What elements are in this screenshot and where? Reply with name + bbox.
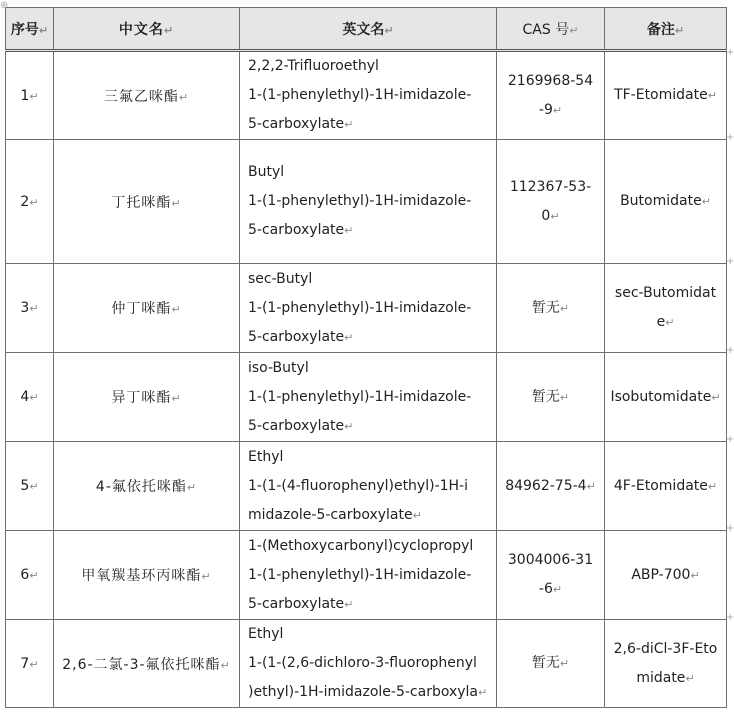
row-num: 5 — [20, 478, 30, 494]
cas-line: -9↵ — [538, 101, 563, 118]
row-end-mark-icon: + — [726, 612, 734, 623]
row-note-cell — [605, 442, 727, 531]
row-num: 6 — [20, 567, 30, 583]
en-name-line: 1-(1-phenylethyl)-1H-imidazole- — [248, 388, 472, 405]
row-zh-name-cell — [54, 353, 240, 442]
en-name-line: 5-carboxylate↵ — [248, 222, 354, 238]
row-num: 4 — [20, 389, 30, 405]
paragraph-mark-icon: ↵ — [344, 597, 354, 611]
paragraph-mark-icon: ↵ — [552, 583, 563, 596]
row-zh-name: 2,6-二氯-3-氟依托咪酯 — [62, 656, 221, 673]
row-num-cell — [6, 51, 54, 140]
row-cas-cell — [497, 51, 605, 140]
table-row — [6, 264, 727, 353]
header-num: 序号↵ — [6, 8, 54, 51]
table-row — [6, 620, 727, 708]
cas-line: -6↵ — [538, 581, 563, 597]
table-row — [6, 51, 727, 140]
note-line: TF-Etomidate↵ — [614, 87, 717, 103]
row-num-cell — [6, 531, 54, 620]
row-zh-name-cell — [54, 620, 240, 708]
note-line: midate↵ — [636, 669, 695, 686]
paragraph-mark-icon: ↵ — [29, 569, 39, 582]
row-zh-name: 甲氧羰基环丙咪酯 — [81, 568, 202, 584]
row-en-name-cell — [240, 51, 497, 140]
row-end-mark-icon: + — [726, 132, 734, 143]
en-name-line: iso-Butyl — [248, 359, 309, 376]
header-cas: CAS 号↵ — [497, 8, 605, 51]
cas-line: 暂无↵ — [531, 655, 570, 671]
row-zh-name: 异丁咪酯 — [111, 390, 172, 406]
row-num: 3 — [20, 300, 30, 316]
header-en: 英文名↵ — [240, 8, 497, 51]
paragraph-mark-icon: ↵ — [665, 316, 675, 329]
cas-line: 2169968-54 — [507, 72, 594, 89]
note-line: Butomidate↵ — [620, 193, 711, 209]
paragraph-mark-icon: ↵ — [701, 195, 711, 208]
paragraph-mark-icon: ↵ — [29, 195, 39, 209]
row-zh-name-cell — [54, 51, 240, 140]
row-cas-cell — [497, 140, 605, 264]
row-num: 1 — [20, 87, 30, 104]
row-en-name-cell — [240, 442, 497, 531]
row-zh-name: 4-氟依托咪酯 — [95, 479, 187, 495]
row-en-name-cell — [240, 264, 497, 353]
paragraph-mark-icon: ↵ — [201, 570, 212, 583]
row-end-mark-icon: + — [726, 256, 734, 267]
corner-mark-icon: ⊕ — [0, 0, 9, 11]
row-zh-name: 丁托咪酯 — [111, 194, 172, 211]
row-note-cell — [605, 620, 727, 708]
row-end-mark-icon: + — [726, 47, 734, 58]
en-name-line: 5-carboxylate↵ — [248, 595, 354, 612]
row-end-mark-icon: + — [726, 523, 734, 534]
paragraph-mark-icon: ↵ — [559, 390, 570, 404]
table-row — [6, 442, 727, 531]
en-name-line: 1-(1-phenylethyl)-1H-imidazole- — [248, 87, 472, 103]
row-en-name-cell — [240, 620, 497, 708]
row-note-cell — [605, 51, 727, 140]
row-end-mark-icon: + — [726, 345, 734, 356]
en-name-line: 2,2,2-Trifluoroethyl — [248, 58, 379, 74]
row-num-cell — [6, 140, 54, 264]
row-num: 2 — [20, 193, 30, 210]
table-row — [6, 531, 727, 620]
row-note-cell — [605, 264, 727, 353]
row-zh-name-cell — [54, 442, 240, 531]
row-note-cell — [605, 140, 727, 264]
paragraph-mark-icon: ↵ — [344, 419, 354, 433]
row-num-cell — [6, 353, 54, 442]
note-line: ABP-700↵ — [631, 566, 700, 583]
paragraph-mark-icon: ↵ — [171, 392, 182, 405]
paragraph-mark-icon: ↵ — [685, 671, 695, 685]
cas-line: 暂无↵ — [531, 299, 570, 316]
en-name-line: sec-Butyl — [248, 270, 313, 287]
paragraph-mark-icon: ↵ — [29, 391, 39, 404]
paragraph-mark-icon: ↵ — [559, 657, 570, 670]
paragraph-mark-icon: ↵ — [186, 481, 198, 494]
compound-table — [5, 7, 727, 708]
cas-line: 3004006-31 — [507, 552, 594, 568]
paragraph-mark-icon: ↵ — [559, 301, 570, 315]
header-note: 备注↵ — [605, 8, 727, 51]
en-name-line: 1-(1-phenylethyl)-1H-imidazole- — [248, 566, 472, 583]
row-zh-name-cell — [54, 264, 240, 353]
en-name-line: )ethyl)-1H-imidazole-5-carboxyla↵ — [248, 684, 488, 700]
row-en-name-cell — [240, 140, 497, 264]
cas-line: 112367-53- — [509, 178, 592, 195]
row-end-mark-icon: + — [726, 434, 734, 445]
row-note-cell — [605, 531, 727, 620]
en-name-line: 1-(1-(4-fluorophenyl)ethyl)-1H-i — [248, 477, 468, 494]
note-line: 2,6-diCl-3F-Eto — [613, 640, 718, 657]
paragraph-mark-icon: ↵ — [344, 330, 354, 344]
en-name-line: 1-(Methoxycarbonyl)cyclopropyl — [248, 537, 474, 554]
row-cas-cell — [497, 620, 605, 708]
header-zh: 中文名↵ — [54, 8, 240, 51]
paragraph-mark-icon: ↵ — [478, 686, 488, 699]
en-name-line: midazole-5-carboxylate↵ — [248, 506, 422, 523]
paragraph-mark-icon: ↵ — [690, 568, 700, 582]
row-num-cell — [6, 264, 54, 353]
en-name-line: 1-(1-phenylethyl)-1H-imidazole- — [248, 193, 472, 209]
en-name-line: Ethyl — [248, 448, 284, 465]
en-name-line: Ethyl — [248, 626, 284, 642]
row-cas-cell — [497, 442, 605, 531]
paragraph-mark-icon: ↵ — [29, 302, 39, 315]
paragraph-mark-icon: ↵ — [220, 658, 231, 672]
en-name-line: 1-(1-phenylethyl)-1H-imidazole- — [248, 299, 472, 316]
en-name-line: 5-carboxylate↵ — [248, 417, 354, 434]
en-name-line: Butyl — [248, 164, 285, 180]
cas-line: 0↵ — [541, 207, 560, 224]
row-zh-name-cell — [54, 140, 240, 264]
row-zh-name: 三氟乙咪酯 — [103, 88, 179, 105]
note-line: Isobutomidate↵ — [610, 388, 721, 405]
paragraph-mark-icon: ↵ — [707, 479, 718, 493]
paragraph-mark-icon: ↵ — [552, 103, 563, 117]
paragraph-mark-icon: ↵ — [29, 657, 39, 671]
note-line: sec-Butomidat — [614, 285, 717, 301]
row-cas-cell — [497, 264, 605, 353]
row-num-cell — [6, 442, 54, 531]
paragraph-mark-icon: ↵ — [707, 89, 717, 102]
row-en-name-cell — [240, 353, 497, 442]
paragraph-mark-icon: ↵ — [550, 209, 560, 223]
en-name-line: 5-carboxylate↵ — [248, 116, 354, 132]
paragraph-mark-icon: ↵ — [178, 90, 190, 104]
row-zh-name: 仲丁咪酯 — [111, 301, 172, 317]
paragraph-mark-icon: ↵ — [29, 89, 39, 103]
row-note-cell — [605, 353, 727, 442]
paragraph-mark-icon: ↵ — [171, 303, 182, 316]
cas-line: 暂无↵ — [531, 388, 570, 405]
paragraph-mark-icon: ↵ — [29, 480, 39, 493]
paragraph-mark-icon: ↵ — [412, 508, 422, 522]
paragraph-mark-icon: ↵ — [344, 224, 354, 237]
paragraph-mark-icon: ↵ — [586, 479, 596, 493]
row-en-name-cell — [240, 531, 497, 620]
table-row — [6, 140, 727, 264]
row-cas-cell — [497, 531, 605, 620]
paragraph-mark-icon: ↵ — [344, 118, 354, 131]
row-cas-cell — [497, 353, 605, 442]
table-header-row — [6, 8, 727, 51]
row-num: 7 — [20, 655, 30, 672]
en-name-line: 5-carboxylate↵ — [248, 328, 354, 345]
paragraph-mark-icon: ↵ — [711, 390, 721, 404]
note-line: e↵ — [656, 314, 675, 330]
row-num-cell — [6, 620, 54, 708]
cas-line: 84962-75-4↵ — [505, 477, 596, 494]
paragraph-mark-icon: ↵ — [171, 196, 182, 210]
note-line: 4F-Etomidate↵ — [613, 477, 718, 494]
row-zh-name-cell — [54, 531, 240, 620]
en-name-line: 1-(1-(2,6-dichloro-3-fluorophenyl — [248, 655, 477, 671]
table-row — [6, 353, 727, 442]
